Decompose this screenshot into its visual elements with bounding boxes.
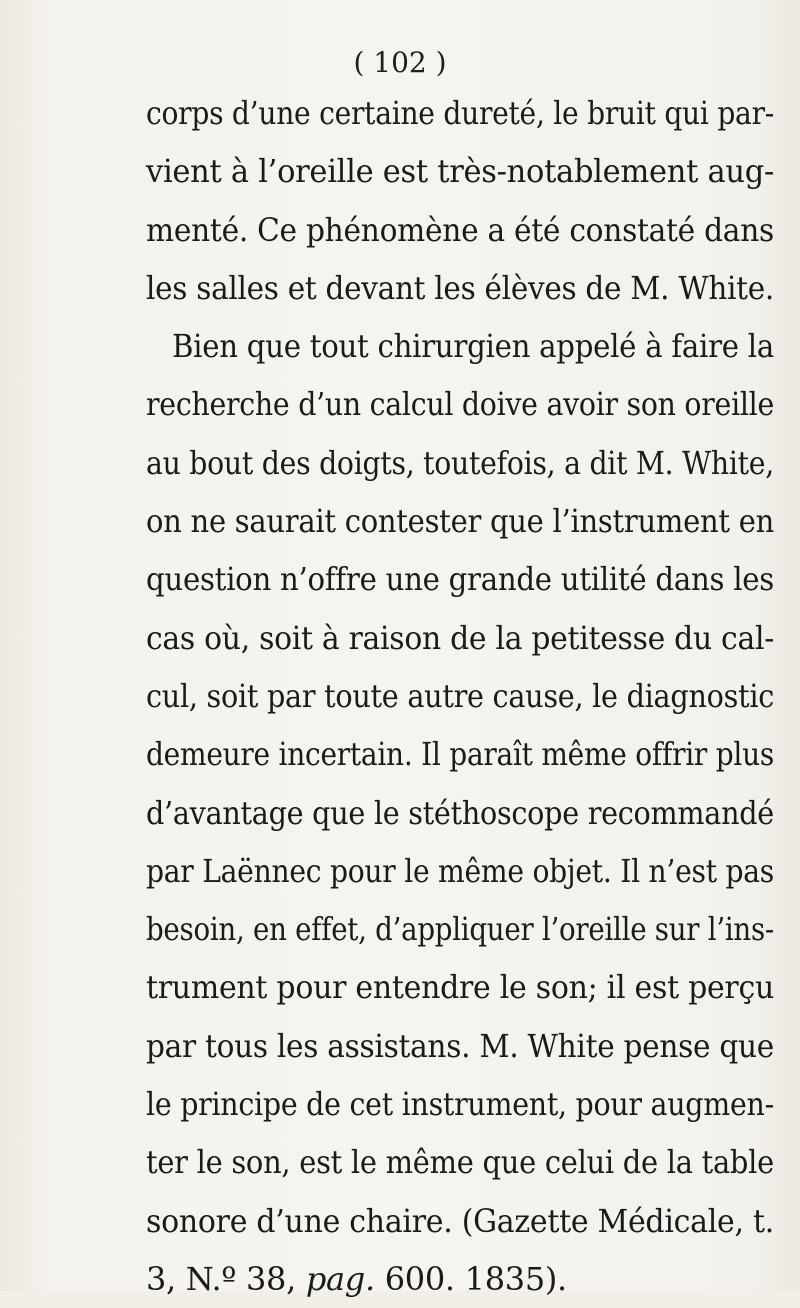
text-line: au bout des doigts, toutefois, a dit M. White, (146, 443, 775, 482)
text-line: vient à l’oreille est très-notablement aug- (146, 152, 775, 191)
text-line: cas où, soit à raison de la petitesse du cal- (146, 618, 775, 657)
citation-volume: 3, N.º 38, (146, 1259, 306, 1298)
text-line: besoin, en effet, d’appliquer l’oreille sur l’ins- (146, 910, 774, 949)
citation-line: sonore d’une chaire. (Gazette Médicale, t. (146, 1201, 774, 1240)
text-line: menté. Ce phénomène a été constaté dans (146, 210, 774, 249)
text-line: les salles et devant les élèves de M. White. (146, 268, 774, 307)
text-line: ter le son, est le même que celui de la table (146, 1143, 774, 1182)
text-line: le principe de cet instrument, pour augmen- (146, 1085, 774, 1124)
text-line: corps d’une certaine dureté, le bruit qui par- (146, 94, 774, 132)
text-line: cul, soit par toute autre cause, le diagnostic (146, 676, 774, 715)
citation-page-label: pag. (305, 1259, 375, 1298)
text-line: par tous les assistans. M. White pense que (146, 1026, 775, 1065)
text-line: d’avantage que le stéthoscope recommandé (146, 793, 774, 832)
body-text (146, 84, 774, 1308)
text-line: par Laënnec pour le même objet. Il n’est pas (146, 851, 774, 890)
citation-end-line (146, 1250, 774, 1308)
text-line: on ne saurait contester que l’instrument en (146, 502, 775, 541)
text-line: trument pour entendre le son; il est perçu (146, 968, 774, 1007)
text-line: question n’offre une grande utilité dans les (146, 560, 774, 599)
page-number: ( 102 ) (353, 46, 447, 79)
citation-page-year: 600. 1835). (374, 1259, 567, 1298)
paragraph-start-line: Bien que tout chirurgien appelé à faire la (172, 327, 774, 366)
text-line: demeure incertain. Il paraît même offrir plus (146, 735, 774, 774)
text-line: recherche d’un calcul doive avoir son oreille (146, 385, 775, 424)
